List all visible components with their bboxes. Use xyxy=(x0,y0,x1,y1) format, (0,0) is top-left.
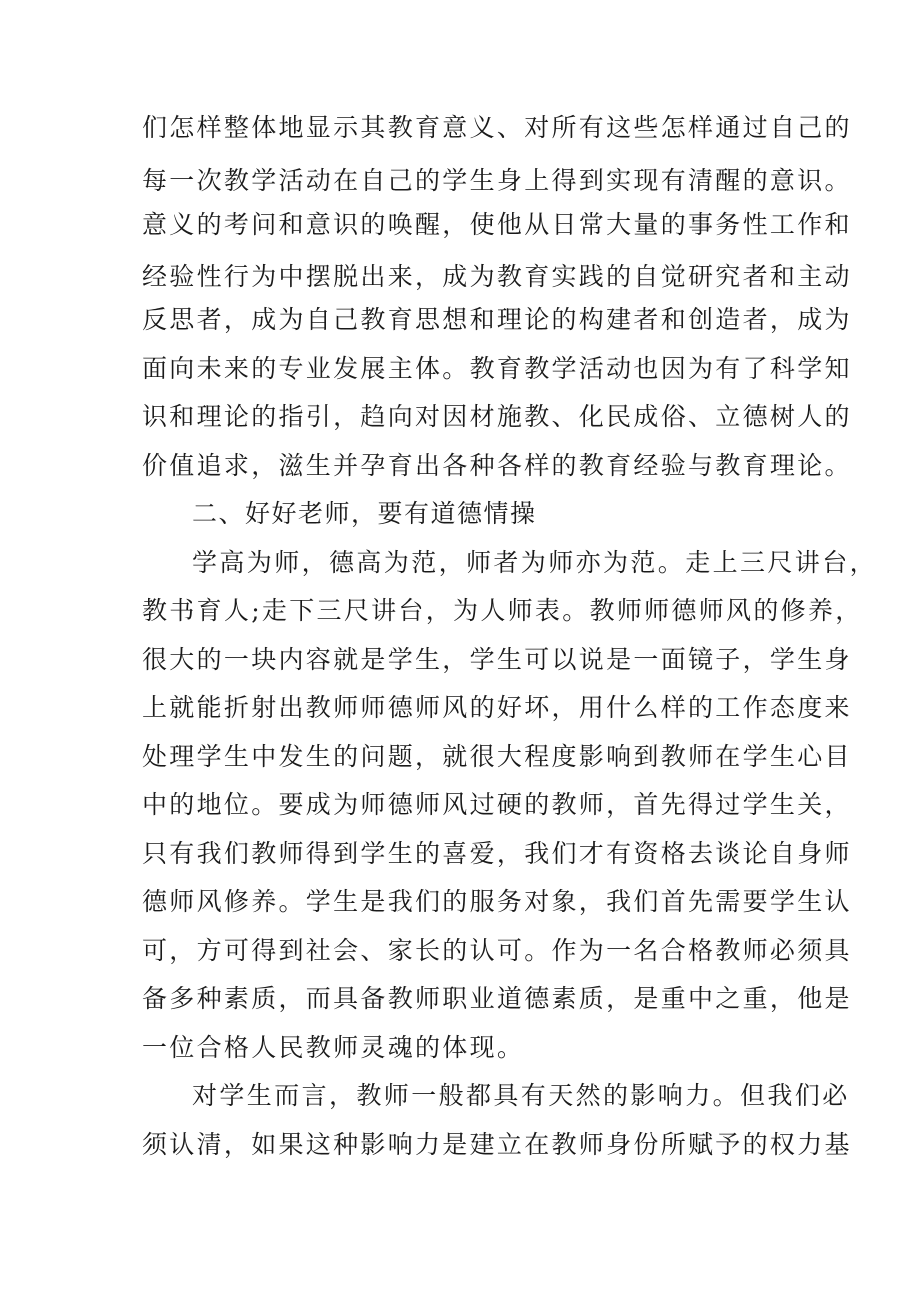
text-line: 每一次教学活动在自己的学生身上得到实现有清醒的意识。 xyxy=(142,166,852,195)
text-line: 识和理论的指引，趋向对因材施教、化民成俗、立德树人的 xyxy=(142,402,852,431)
text-line: 上就能折射出教师师德师风的好坏，用什么样的工作态度来 xyxy=(142,693,852,722)
text-line: 须认清，如果这种影响力是建立在教师身份所赋予的权力基 xyxy=(142,1130,852,1159)
text-line: 们怎样整体地显示其教育意义、对所有这些怎样通过自己的 xyxy=(142,113,852,142)
text-line: 一位合格人民教师灵魂的体现。 xyxy=(142,1033,525,1062)
text-line: 中的地位。要成为师德师风过硬的教师，首先得过学生关， xyxy=(142,790,852,819)
text-line: 德师风修养。学生是我们的服务对象，我们首先需要学生认 xyxy=(142,887,852,916)
text-line: 意义的考问和意识的唤醒，使他从日常大量的事务性工作和 xyxy=(142,210,852,239)
text-line: 处理学生中发生的问题，就很大程度影响到教师在学生心目 xyxy=(142,742,852,771)
text-line: 价值追求，滋生并孕育出各种各样的教育经验与教育理论。 xyxy=(142,451,852,480)
text-line: 反思者，成为自己教育思想和理论的构建者和创造者，成为 xyxy=(142,305,852,334)
text-line: 备多种素质，而具备教师职业道德素质，是重中之重，他是 xyxy=(142,984,852,1013)
section-heading: 二、好好老师，要有道德情操 xyxy=(192,499,537,528)
text-line: 只有我们教师得到学生的喜爱，我们才有资格去谈论自身师 xyxy=(142,839,852,868)
text-line: 教书育人;走下三尺讲台，为人师表。教师师德师风的修养， xyxy=(142,596,863,625)
text-line: 面向未来的专业发展主体。教育教学活动也因为有了科学知 xyxy=(142,354,852,383)
paragraph-first-line: 学高为师，德高为范，师者为师亦为范。走上三尺讲台， xyxy=(192,548,878,577)
paragraph-first-line: 对学生而言，教师一般都具有天然的影响力。但我们必 xyxy=(192,1081,850,1110)
text-line: 可，方可得到社会、家长的认可。作为一名合格教师必须具 xyxy=(142,936,852,965)
text-line: 很大的一块内容就是学生，学生可以说是一面镜子，学生身 xyxy=(142,645,852,674)
text-line: 经验性行为中摆脱出来，成为教育实践的自觉研究者和主动 xyxy=(142,262,852,291)
